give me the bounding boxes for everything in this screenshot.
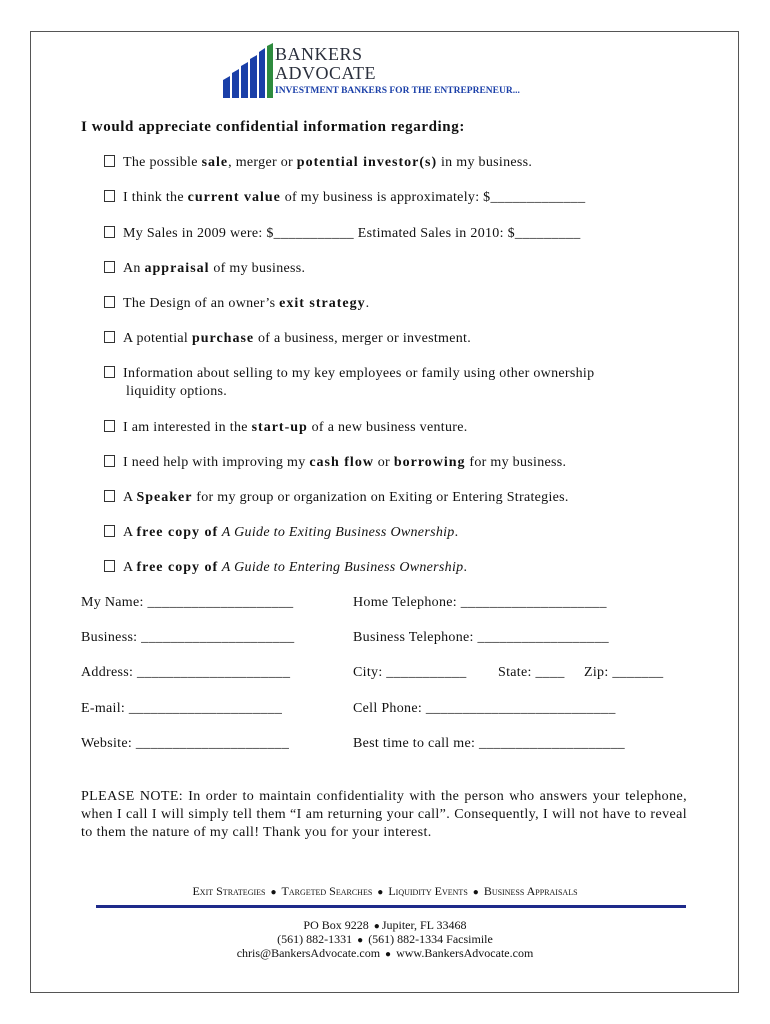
checkbox[interactable] [104, 490, 115, 502]
page-border [30, 31, 739, 993]
contact-website-link[interactable]: www.BankersAdvocate.com [396, 946, 534, 960]
cell-phone-field[interactable]: Cell Phone: __________________________ [353, 701, 616, 716]
form-heading: I would appreciate confidential information regarding: [81, 119, 465, 135]
email-web-line [0, 946, 770, 961]
checkbox[interactable] [104, 455, 115, 467]
business-telephone-field[interactable]: Business Telephone: __________________ [353, 630, 609, 645]
website-field[interactable]: Website: _____________________ [81, 736, 290, 751]
bullet-icon: ● [377, 887, 384, 898]
services-line [0, 884, 770, 899]
option-sales-figures[interactable]: My Sales in 2009 were: $___________ Estimated Sales in 2010: $_________ [104, 225, 694, 243]
bankers-advocate-logo [222, 42, 552, 100]
option-cash-flow[interactable]: I need help with improving my cash flow or borrowing for my business. [104, 454, 694, 472]
bullet-icon: ● [270, 887, 277, 898]
checkbox[interactable] [104, 420, 115, 432]
option-current-value[interactable]: I think the current value of my business is approximately: $_____________ [104, 189, 694, 207]
checkbox[interactable] [104, 226, 115, 238]
checkbox[interactable] [104, 366, 115, 378]
service-liquidity-events: Liquidity Events [388, 884, 468, 898]
logo-line-2: ADVOCATE [275, 63, 376, 83]
option-exit-strategy[interactable]: The Design of an owner’s exit strategy. [104, 295, 694, 313]
bullet-icon: ● [385, 949, 392, 960]
option-sale[interactable]: The possible sale, merger or potential investor(s) in my business. [104, 154, 694, 172]
option-selling-to-employees[interactable]: Information about selling to my key employees or family using other ownership liquidity options. [104, 365, 694, 401]
service-business-appraisals: Business Appraisals [483, 884, 578, 898]
bar-chart-logo-icon [222, 42, 274, 98]
option-start-up[interactable]: I am interested in the start-up of a new business venture. [104, 419, 694, 437]
option-purchase[interactable]: A potential purchase of a business, merger or investment. [104, 330, 694, 348]
checkbox[interactable] [104, 190, 115, 202]
footer-rule [96, 905, 686, 908]
service-targeted-searches: Targeted Searches [281, 884, 373, 898]
contact-email-link[interactable]: chris@BankersAdvocate.com [236, 946, 381, 960]
checkbox[interactable] [104, 525, 115, 537]
option-speaker[interactable]: A Speaker for my group or organization on Exiting or Entering Strategies. [104, 489, 694, 507]
zip-field[interactable]: Zip: _______ [584, 665, 664, 680]
bullet-icon: ● [373, 921, 380, 932]
email-field[interactable]: E-mail: _____________________ [81, 701, 283, 716]
checkbox[interactable] [104, 155, 115, 167]
address-line: PO Box 9228 ● Jupiter, FL 33468 [303, 918, 467, 932]
option-guide-entering[interactable]: A free copy of A Guide to Entering Business Ownership. [104, 559, 694, 577]
state-field[interactable]: State: ____ [498, 665, 565, 680]
checkbox[interactable] [104, 261, 115, 273]
logo-line-1: BANKERS [275, 44, 363, 64]
business-field[interactable]: Business: _____________________ [81, 630, 295, 645]
please-note-paragraph: PLEASE NOTE: In order to maintain confidentiality with the person who answers your telephone, when I call I will simply tell them “I am returning your call”. Consequently, I will not have to reveal to them the nature of my call! Thank you for your interest. [81, 789, 687, 840]
name-field[interactable]: My Name: ____________________ [81, 595, 294, 610]
checkbox[interactable] [104, 296, 115, 308]
checkbox[interactable] [104, 331, 115, 343]
service-exit-strategies: Exit Strategies [192, 884, 266, 898]
phone-line: (561) 882-1331 ● (561) 882-1334 Facsimile [277, 932, 493, 946]
logo-tagline: INVESTMENT BANKERS FOR THE ENTREPRENEUR... [275, 86, 520, 96]
best-time-field[interactable]: Best time to call me: ____________________ [353, 736, 625, 751]
option-guide-exiting[interactable]: A free copy of A Guide to Exiting Business Ownership. [104, 524, 694, 542]
bullet-icon: ● [357, 935, 364, 946]
city-field[interactable]: City: ___________ [353, 665, 467, 680]
option-appraisal[interactable]: An appraisal of my business. [104, 260, 694, 278]
address-field[interactable]: Address: _____________________ [81, 665, 291, 680]
bullet-icon: ● [472, 887, 479, 898]
home-telephone-field[interactable]: Home Telephone: ____________________ [353, 595, 607, 610]
checkbox[interactable] [104, 560, 115, 572]
